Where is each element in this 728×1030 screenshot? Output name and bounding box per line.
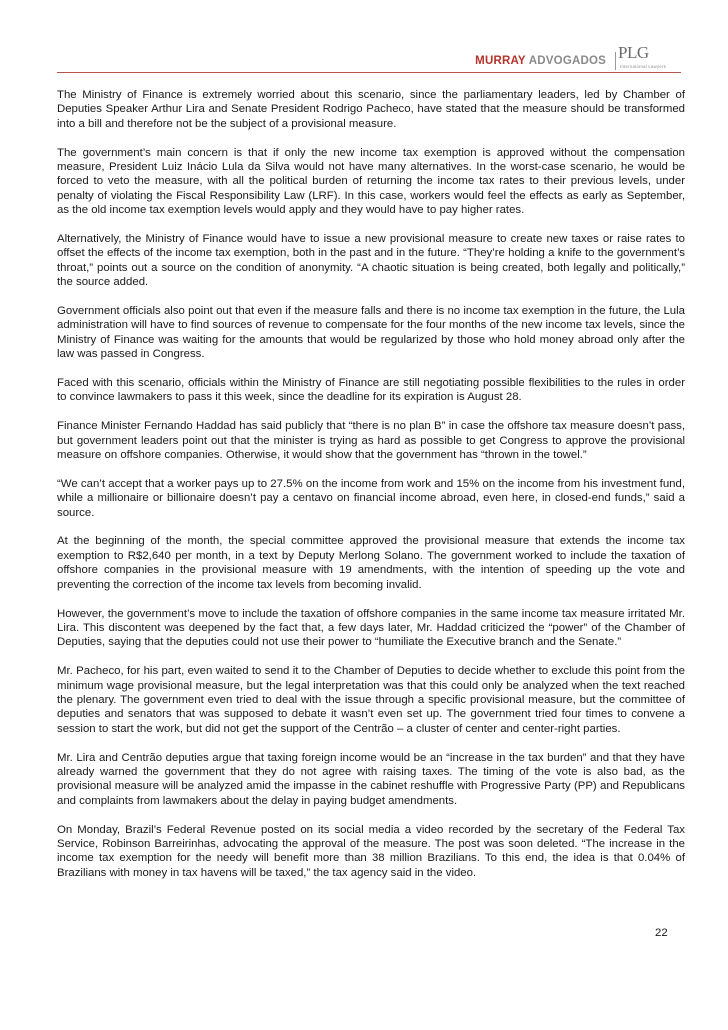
header-divider (57, 72, 681, 73)
partner-logo-subtitle: International Lawyers (620, 64, 667, 69)
paragraph: Mr. Lira and Centrão deputies argue that taxing foreign income would be an “increase in the tax burden” and that they have already warned the government that they do not agree with raising taxes. The timing of the vote is also bad, as the provisional measure will be analyzed amid the impasse in the cabinet reshuffle with Progressive Party (PP) and Republicans and complaints from lawmakers about the delay in paying budget amendments. (57, 751, 685, 807)
brand-primary: MURRAY (475, 55, 526, 67)
paragraph: Mr. Pacheco, for his part, even waited to send it to the Chamber of Deputies to decide whether to exclude this point from the minimum wage provisional measure, but the legal interpretation was that this could only be analyzed when the text reached the plenary. The government even tried to deal with the issue through a specific provisional measure, but the committee of deputies and senators that was supposed to debate it wasn’t even set up. The government tried four times to convene a session to start the work, but did not get the support of the Centrão – a cluster of center and center-right parties. (57, 665, 685, 735)
paragraph: The Ministry of Finance is extremely worried about this scenario, since the parliamentary leaders, led by Chamber of Deputies Speaker Arthur Lira and Senate President Rodrigo Pacheco, have stated that the measure should be transformed into a bill and therefore not be the subject of a provisional measure. (57, 89, 685, 130)
paragraph: On Monday, Brazil’s Federal Revenue posted on its social media a video recorded by the secretary of the Federal Tax Service, Robinson Barreirinhas, advocating the approval of the measure. The post was soon deleted. “The increase in the income tax exemption for the needy will benefit more than 38 million Brazilians. To this end, the idea is that 0.04% of Brazilians with money in tax havens will be taxed,” the tax agency said in the video. (57, 823, 685, 879)
brand-logo (475, 55, 606, 67)
paragraph: However, the government’s move to include the taxation of offshore companies in the same income tax measure irritated Mr. Lira. This discontent was deepened by the fact that, a few days later, Mr. Haddad criticized the “power” of the Chamber of Deputies, saying that the deputies could not use their power to “humiliate the Executive branch and the Senate.” (57, 607, 685, 649)
partner-logo (618, 44, 678, 70)
brand-secondary: ADVOGADOS (528, 55, 606, 67)
paragraph: Faced with this scenario, officials within the Ministry of Finance are still negotiating possible flexibilities to the rules in order to convince lawmakers to pass it this week, since the deadline for its expiration is August 28. (57, 377, 685, 404)
paragraph: Finance Minister Fernando Haddad has said publicly that “there is no plan B” in case the offshore tax measure doesn’t pass, but government leaders point out that the minister is trying as hard as possible to get Congress to approve the provisional measure on offshore companies. Otherwise, it would show that the government has “thrown in the towel.” (57, 420, 685, 462)
page-number: 22 (655, 927, 668, 939)
paragraph: “We can’t accept that a worker pays up to 27.5% on the income from work and 15% on the income from his investment fund, while a millionaire or billionaire doesn’t pay a centavo on financial income abroad, even here, in closed-end funds,” said a source. (57, 477, 685, 519)
paragraph: Alternatively, the Ministry of Finance would have to issue a new provisional measure to create new taxes or raise rates to offset the effects of the income tax exemption, both in the past and in the future. “They’re holding a knife to the government’s throat,” points out a source on the condition of anonymity. “A chaotic situation is being created, both legally and politically,” the source added. (57, 233, 685, 289)
article-body (57, 88, 685, 895)
header-separator (615, 52, 616, 70)
paragraph: At the beginning of the month, the special committee approved the provisional measure that extends the income tax exemption to R$2,640 per month, in a text by Deputy Merlong Solano. The government worked to include the taxation of offshore companies in the provisional measure with 19 amendments, with the intention of speeding up the vote and preventing the correction of the income tax levels from becoming invalid. (57, 535, 685, 591)
partner-logo-mark: PLG (618, 43, 649, 62)
paragraph: The government’s main concern is that if only the new income tax exemption is approved without the compensation measure, President Luiz Inácio Lula da Silva would not have many alternatives. In the worst-case scenario, he would be forced to veto the measure, with all the political burden of returning the income tax rates to their previous levels, under penalty of violating the Fiscal Responsibility Law (LRF). In this case, workers would feel the effects as early as September, as the old income tax exemption levels would apply and they would have to pay higher rates. (57, 146, 685, 217)
paragraph: Government officials also point out that even if the measure falls and there is no income tax exemption in the future, the Lula administration will have to find sources of revenue to compensate for the four months of the new income tax levels, since the Ministry of Finance was waiting for the amounts that would be regularized by those who hold money abroad only after the law was passed in Congress. (57, 305, 685, 361)
